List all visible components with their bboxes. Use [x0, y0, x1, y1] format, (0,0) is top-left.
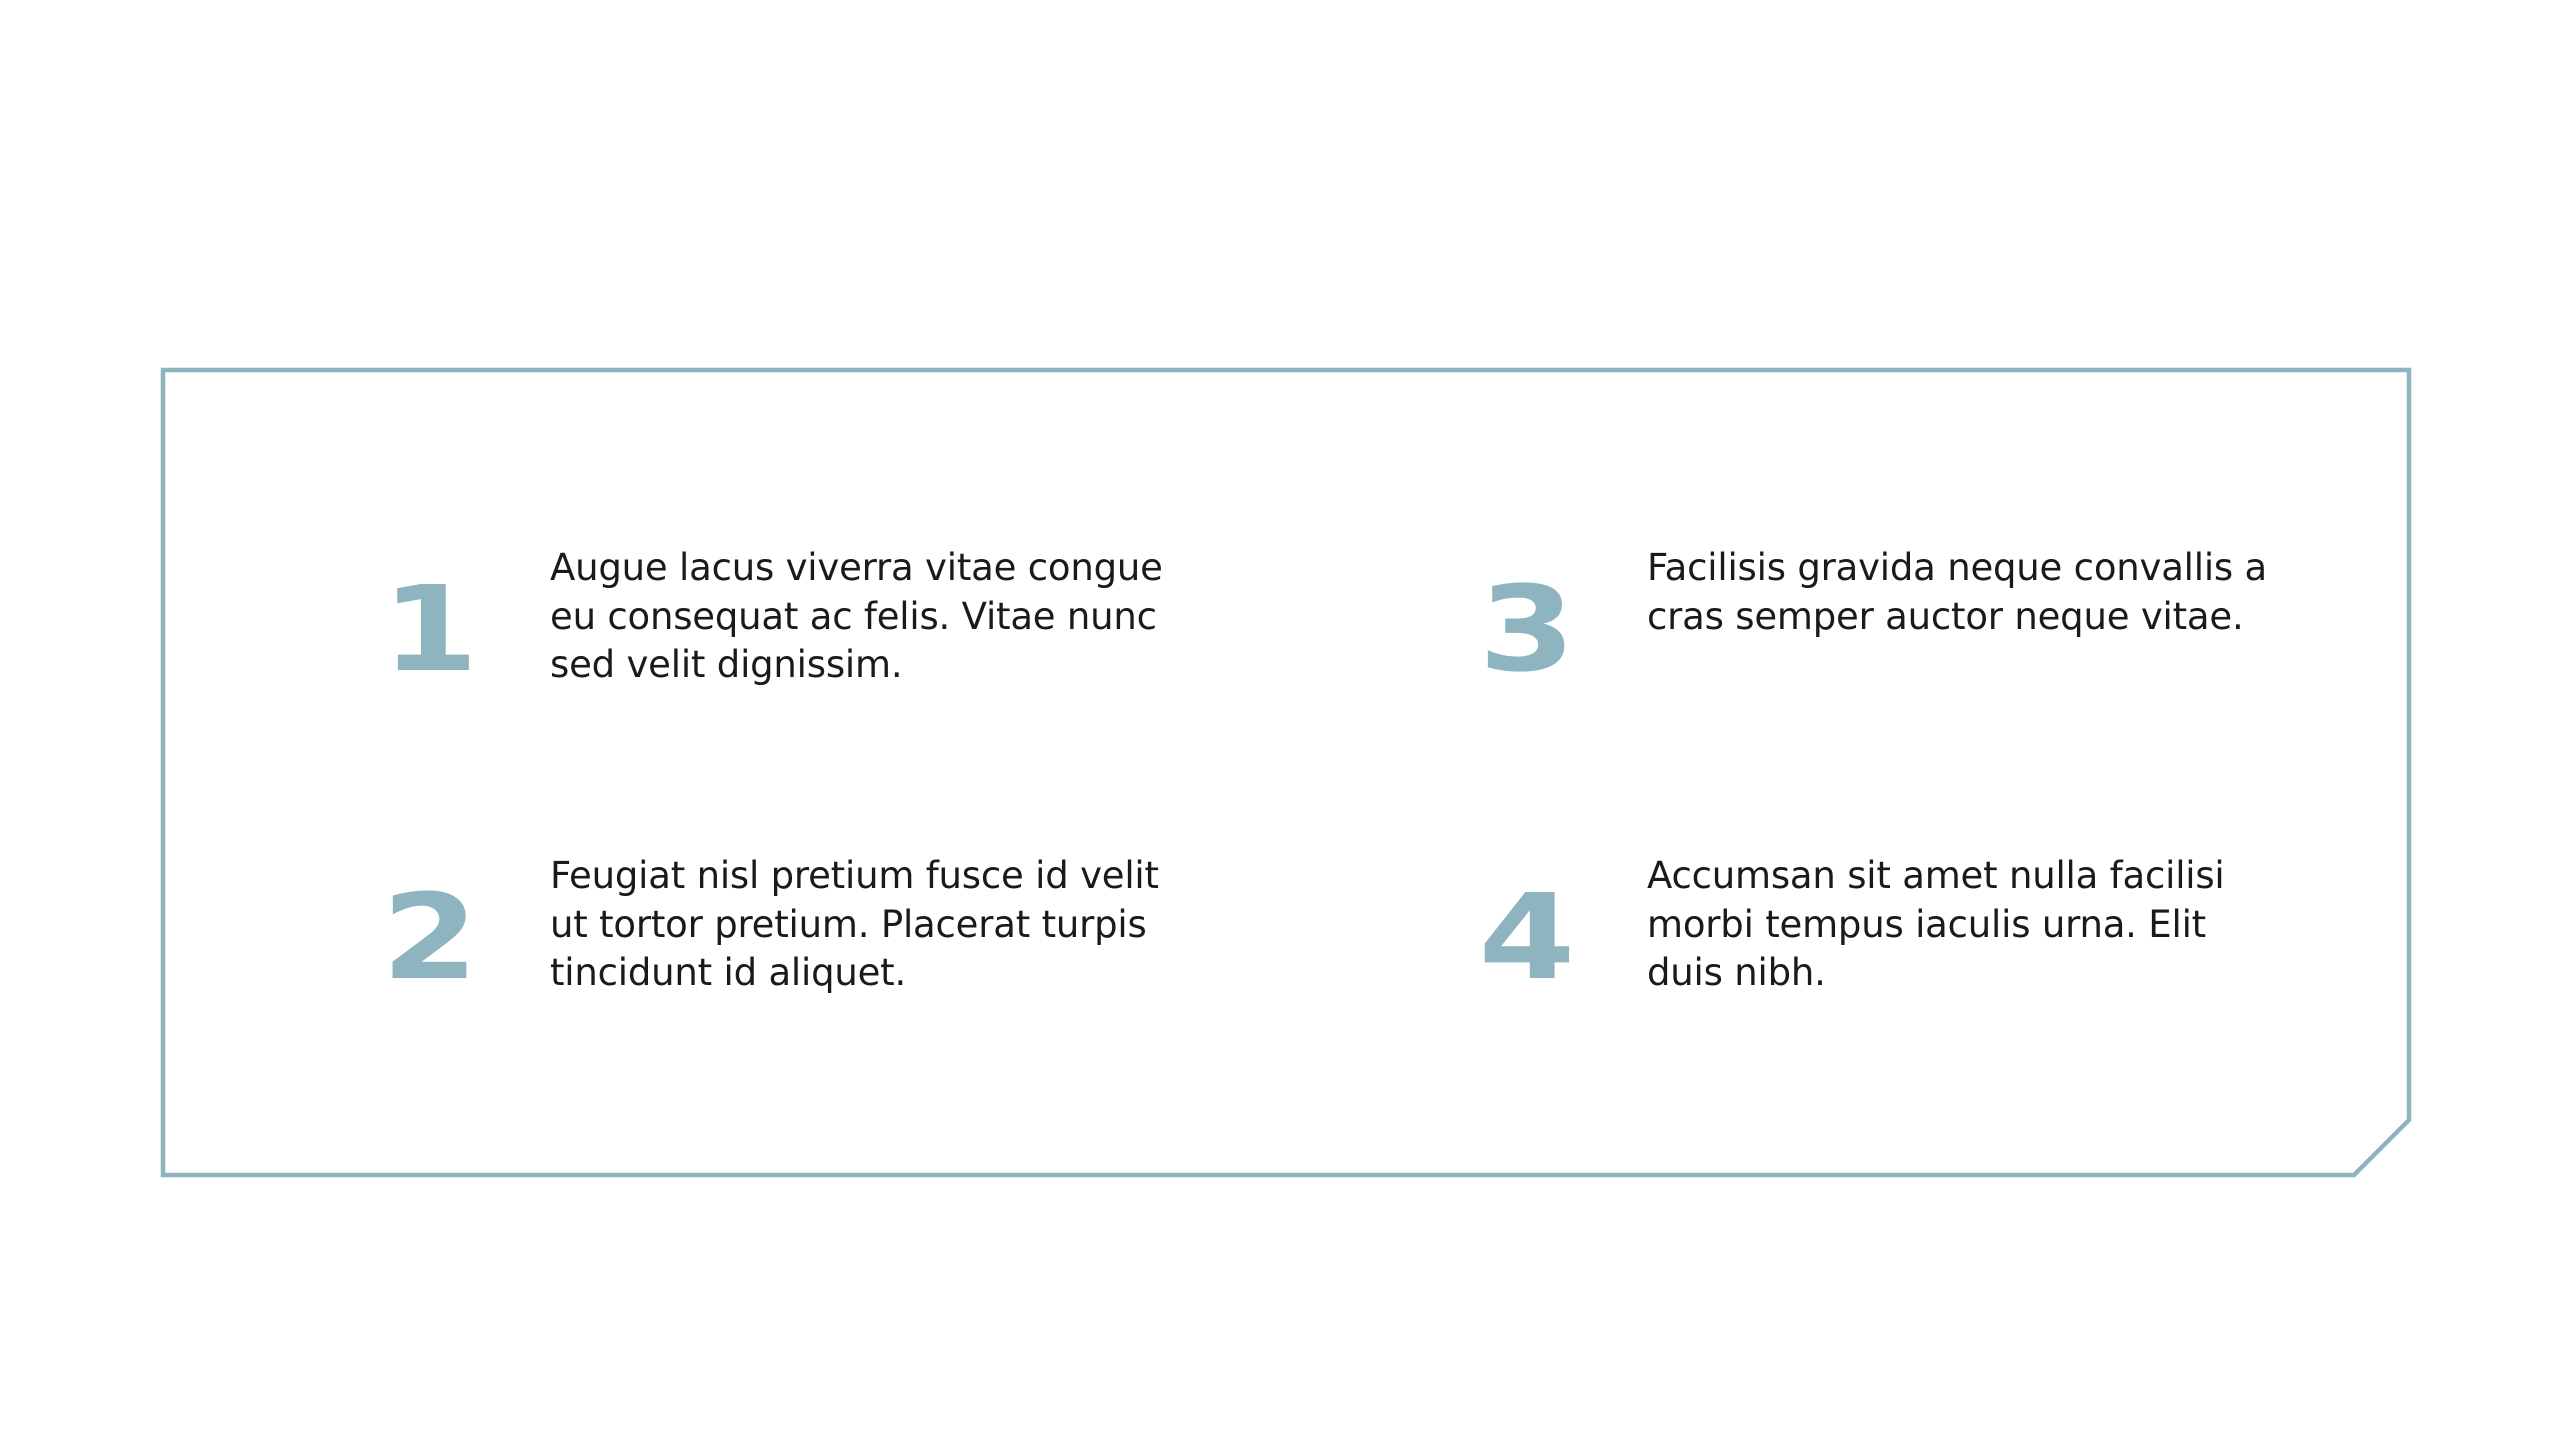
item-text: [550, 544, 1190, 690]
item-text: [1647, 852, 2287, 998]
item-description: Augue lacus viverra vitae congue eu consequat ac felis. Vitae nunc sed velit dignissim.: [550, 546, 1163, 686]
item-number: 1: [381, 560, 479, 698]
item-number: 3: [1478, 560, 1576, 698]
item-number: 4: [1478, 868, 1576, 1006]
list-item-2: [355, 854, 1355, 1078]
list-item-4: [1452, 854, 2452, 1078]
item-description: Feugiat nisl pretium fusce id velit ut tortor pretium. Placerat turpis tincidunt id aliquet.: [550, 854, 1159, 994]
item-description: Accumsan sit amet nulla facilisi morbi tempus iaculis urna. Elit duis nibh.: [1647, 854, 2225, 994]
item-description: Facilisis gravida neque convallis a cras semper auctor neque vitae.: [1647, 546, 2268, 638]
item-number: 2: [381, 868, 479, 1006]
list-item-1: [355, 546, 1355, 770]
item-text: [1647, 544, 2287, 641]
item-text: [550, 852, 1190, 998]
list-item-3: [1452, 546, 2452, 770]
